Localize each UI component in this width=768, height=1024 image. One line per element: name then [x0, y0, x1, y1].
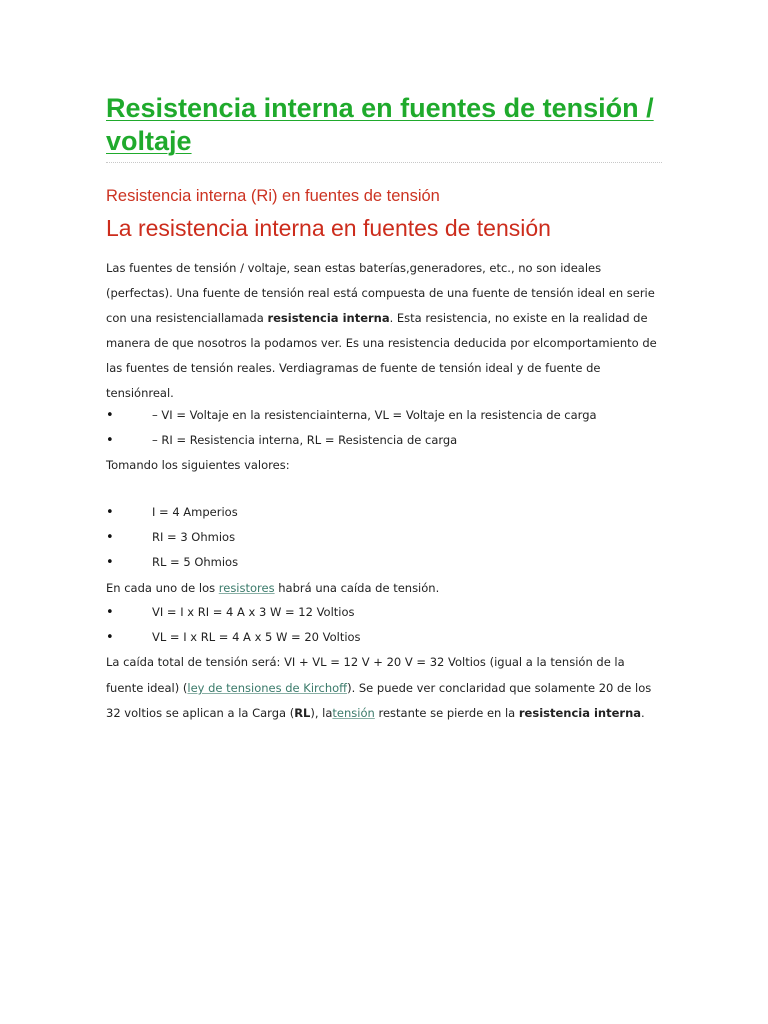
conclusion-text: 32 voltios se aplican a la Carga (: [106, 706, 295, 720]
value-bullet-rl: RL = 5 Ohmios: [152, 555, 239, 569]
section-heading: La resistencia interna en fuentes de tensión: [106, 215, 551, 241]
bullet-marker: •: [106, 555, 114, 570]
kirchoff-link[interactable]: ley de tensiones de Kirchoff: [187, 681, 348, 695]
page-title[interactable]: Resistencia interna en fuentes de tensión / voltaje: [106, 93, 654, 156]
bullet-marker: •: [106, 530, 114, 545]
intro-text-1: Las fuentes de tensión / voltaje, sean estas baterías,generadores, etc., no son ideales (perfectas). Una fuente de tensión real está compuesta de una fuente de tensión ideal en serie con una resistenciallamada: [106, 261, 655, 325]
bullet-marker: •: [106, 433, 114, 448]
tension-link[interactable]: tensión: [332, 706, 375, 720]
bullet-marker: •: [106, 630, 114, 645]
conclusion-line-3: [106, 701, 645, 726]
conclusion-text: ), la: [310, 706, 333, 720]
conclusion-line-2: [106, 676, 651, 701]
conclusion-text: fuente ideal) (: [106, 681, 188, 695]
voltage-drop-text: [106, 576, 439, 601]
section-subtitle: Resistencia interna (Ri) en fuentes de tensión: [106, 187, 440, 205]
values-intro: Tomando los siguientes valores:: [106, 458, 290, 472]
intro-paragraph: [106, 256, 658, 406]
intro-text-2: . Esta resistencia, no existe en la realidad de manera de que nosotros la podamos ver. Es una resistencia deducida por elcomportamiento de las fuentes de tensión reales. Verdiagramas de fuente de tensión ideal y de fuente de tensiónreal.: [106, 311, 657, 400]
drop-text-after: habrá una caída de tensión.: [274, 581, 440, 595]
drop-text-before: En cada uno de los: [106, 581, 219, 595]
conclusion-text: restante se pierde en la: [374, 706, 519, 720]
intro-bold-term: resistencia interna: [267, 311, 390, 325]
conclusion-text: ). Se puede ver conclaridad que solamente 20 de los: [347, 681, 652, 695]
calc-bullet-vi: VI = I x RI = 4 A x 3 W = 12 Voltios: [152, 605, 355, 619]
conclusion-text: .: [641, 706, 645, 720]
resistores-link[interactable]: resistores: [218, 581, 275, 595]
title-divider: [106, 162, 662, 163]
value-bullet-ri: RI = 3 Ohmios: [152, 530, 236, 544]
bullet-marker: •: [106, 408, 114, 423]
calc-bullet-vl: VL = I x RL = 4 A x 5 W = 20 Voltios: [152, 630, 361, 644]
value-bullet-current: I = 4 Amperios: [152, 505, 238, 519]
bullet-marker: •: [106, 505, 114, 520]
bullet-marker: •: [106, 605, 114, 620]
def-bullet-2: – RI = Resistencia interna, RL = Resistencia de carga: [152, 433, 458, 447]
def-bullet-1: – VI = Voltaje en la resistenciainterna, VL = Voltaje en la resistencia de carga: [152, 408, 597, 422]
rl-bold: RL: [294, 706, 311, 720]
conclusion-line-1: La caída total de tensión será: VI + VL = 12 V + 20 V = 32 Voltios (igual a la tensión de la: [106, 655, 625, 669]
internal-resistance-bold: resistencia interna: [518, 706, 642, 720]
